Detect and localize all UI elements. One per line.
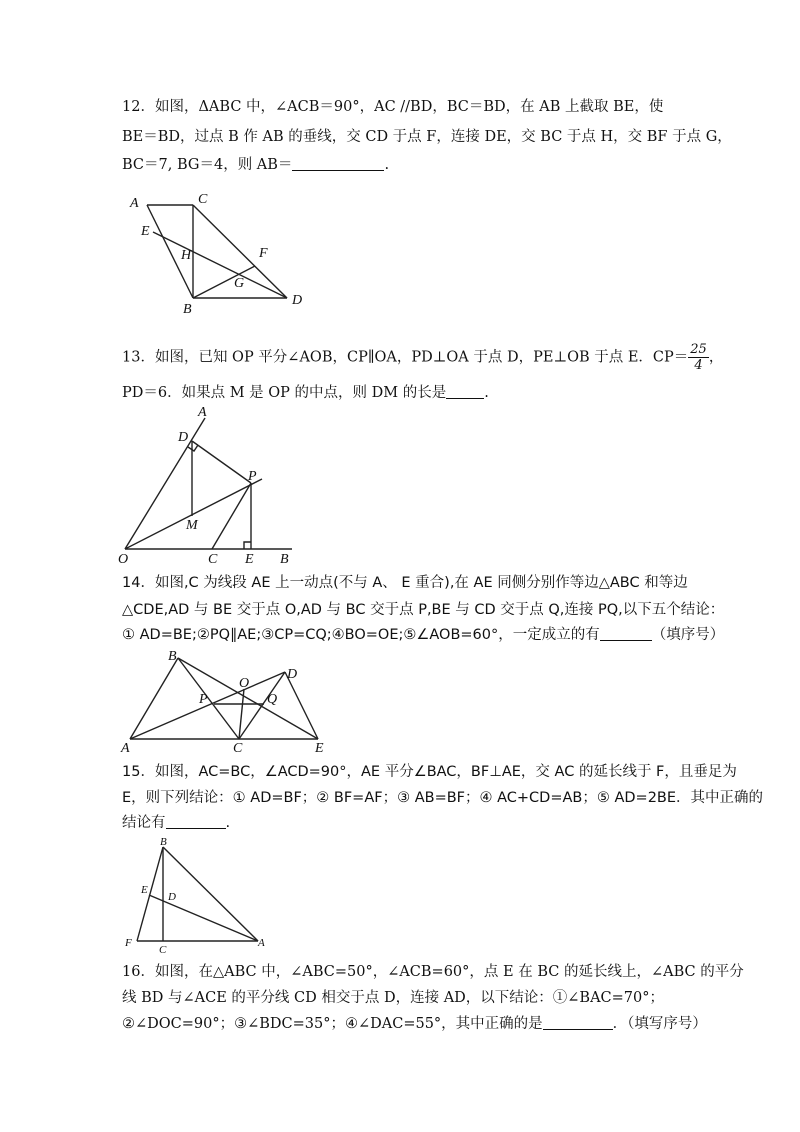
q16-line-2: 线 BD 与∠ACE 的平分线 CD 相交于点 D，连接 AD，以下结论：①∠BAC=70°； — [122, 990, 665, 1006]
q12-label-C: C — [198, 192, 208, 207]
q14-label-D: D — [287, 667, 298, 682]
q12-line-3-text: BC＝7, BG＝4，则 AB＝ — [122, 157, 293, 173]
q15-line-1: 15．如图，AC=BC，∠ACD=90°，AE 平分∠BAC，BF⊥AE，交 AC 的延长线于 F，且垂足为 — [122, 764, 737, 780]
q15-line-2: E，则下列结论：① AD=BF；② BF=AF；③ AB=BF；④ AC+CD=AB；⑤ AD=2BE．其中正确的 — [122, 790, 764, 806]
q15-label-D: D — [168, 891, 176, 903]
q12-label-H: H — [181, 248, 192, 263]
q15-label-C: C — [159, 944, 167, 956]
q13-frac-numerator: 25 — [690, 342, 707, 357]
q12-line-1: 12．如图，ΔABC 中，∠ACB＝90°，AC //BD，BC＝BD，在 AB 上截取 BE，使 — [122, 99, 664, 115]
q15-label-A: A — [258, 937, 265, 949]
q15-label-F: F — [125, 937, 132, 949]
q16-line-3-text: ②∠DOC=90°；③∠BDC=35°；④∠DAC=55°，其中正确的是 — [122, 1016, 543, 1032]
q14-label-O: O — [239, 676, 250, 691]
q14-label-B: B — [168, 649, 177, 664]
q13-line-2-text: PD＝6．如果点 M 是 OP 的中点，则 DM 的长是 — [122, 385, 447, 401]
q16-line-3 — [122, 1014, 707, 1034]
q14-label-A: A — [121, 741, 130, 756]
q14-label-C: C — [233, 741, 243, 756]
q14-label-P: P — [199, 692, 208, 707]
q16-answer-blank — [543, 1015, 613, 1030]
q13-label-P: P — [248, 469, 257, 484]
q12-label-A: A — [130, 196, 139, 211]
q12-line-3-end: . — [384, 157, 390, 173]
q16-line-1: 16．如图，在△ABC 中，∠ABC=50°，∠ACB=60°，点 E 在 BC 的延长线上，∠ABC 的平分 — [122, 964, 744, 980]
q13-label-E: E — [245, 552, 254, 567]
q14-line-1: 14．如图,C 为线段 AE 上一动点(不与 A、 E 重合),在 AE 同侧分别作等边△ABC 和等边 — [122, 575, 688, 591]
q15-line-3-text: 结论有 — [122, 815, 166, 831]
q15-label-E: E — [141, 884, 148, 896]
q14-label-Q: Q — [267, 692, 278, 707]
q13-frac-denominator: 4 — [694, 358, 703, 373]
q13-line-1-text: 13．如图，已知 OP 平分∠AOB，CP∥OA，PD⊥OA 于点 D，PE⊥OB 于点 E．CP＝ — [122, 349, 689, 366]
q12-label-E: E — [141, 224, 150, 239]
q13-label-B: B — [280, 552, 289, 567]
q15-seg-BA — [163, 847, 258, 941]
q12-label-B: B — [183, 302, 192, 317]
q12-line-2: BE＝BD，过点 B 作 AB 的垂线，交 CD 于点 F，连接 DE，交 BC 于点 H，交 BF 于点 G， — [122, 129, 732, 145]
q13-label-D: D — [178, 430, 189, 445]
q15-seg-EA — [149, 895, 258, 941]
q12-label-G: G — [234, 276, 245, 291]
q13-line-2-end: . — [484, 385, 489, 401]
q13-label-O: O — [118, 552, 129, 567]
q15-line-3-end: . — [225, 815, 231, 831]
q14-line-2: △CDE,AD 与 BE 交于点 O,AD 与 BC 交于点 P,BE 与 CD 交于点 Q,连接 PQ,以下五个结论： — [122, 602, 725, 618]
q13-label-M: M — [186, 518, 198, 533]
q12-label-F: F — [259, 246, 268, 261]
q13-label-A: A — [198, 405, 207, 420]
q13-label-C: C — [208, 552, 218, 567]
q14-line-3-end: （填序号） — [651, 627, 725, 643]
q16-line-3-end: ．（填写序号） — [612, 1016, 707, 1032]
q13-line-1-end: ， — [708, 349, 724, 366]
q12-label-D: D — [292, 293, 303, 308]
q14-label-E: E — [315, 741, 324, 756]
q15-label-B: B — [160, 836, 167, 848]
q14-line-3-text: ① AD=BE;②PQ∥AE;③CP=CQ;④BO=OE;⑤∠AOB=60°，一定成立的有 — [122, 627, 600, 643]
